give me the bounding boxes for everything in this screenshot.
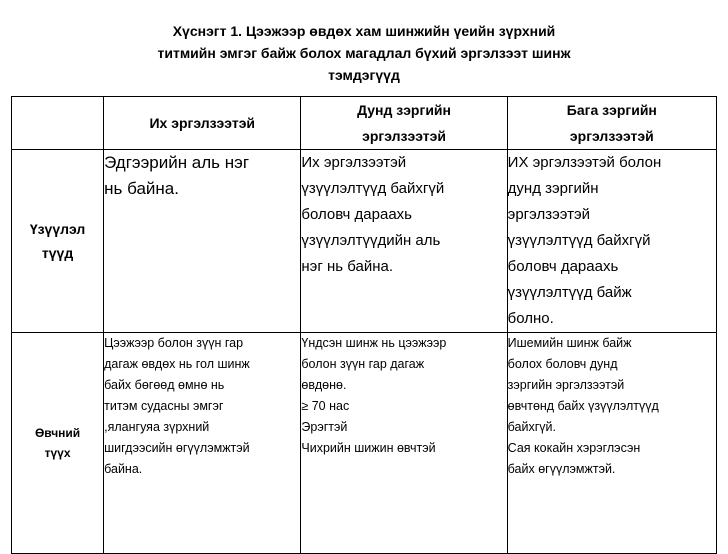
history-low-cell: Ишемийн шинж байж болох боловч дунд зэргийн эргэлзээтэй өвчтөнд байх үзүүлэлтүүд байхгүй. Сая кокайн хэрэглэсэн байх өгүүлэмжтэй. (507, 333, 716, 554)
symptoms-low-cell: ИХ эргэлзээтэй болон дунд зэргийн эргэлзээтэй үзүүлэлтүүд байхгүй боловч дараахь үзүүлэлтүүд байж болно. (507, 150, 716, 333)
history-medium-cell: Үндсэн шинж нь цээжээр болон зүүн гар дагаж өвдөнө. ≥ 70 нас Эрэгтэй Чихрийн шижин өвчтэй (301, 333, 507, 554)
table-caption (60, 20, 668, 86)
caption-line-2: титмийн эмгэг байж болох магадлал бүхий эргэлзээт шинж (157, 45, 571, 61)
criteria-table (11, 96, 717, 554)
symptoms-high-cell: Эдгээрийн аль нэг нь байна. (104, 150, 301, 333)
table-row-history (12, 333, 717, 554)
caption-line-3: тэмдэгүүд (328, 67, 400, 83)
header-low-likelihood: Бага зэргийн эргэлзээтэй (507, 97, 716, 150)
header-high-likelihood: Их эргэлзээтэй (104, 97, 301, 150)
table-row-symptoms (12, 150, 717, 333)
row-label-history: Өвчний түүх (12, 333, 104, 554)
symptoms-medium-cell: Их эргэлзээтэй үзүүлэлтүүд байхгүй боловч дараахь үзүүлэлтүүдийн аль нэг нь байна. (301, 150, 507, 333)
caption-line-1: Хүснэгт 1. Цээжээр өвдөх хам шинжийн үеийн зүрхний (172, 23, 556, 39)
history-high-cell: Цээжээр болон зүүн гар дагаж өвдөх нь гол шинж байх бөгөөд өмнө нь титэм судасны эмгэг ,ялангуяа зүрхний шигдээсийн өгүүлэмжтэй байна. (104, 333, 301, 554)
header-empty-cell (12, 97, 104, 150)
row-label-symptoms: Үзүүлэл түүд (12, 150, 104, 333)
table-header-row (12, 97, 717, 150)
header-medium-likelihood: Дунд зэргийн эргэлзээтэй (301, 97, 507, 150)
